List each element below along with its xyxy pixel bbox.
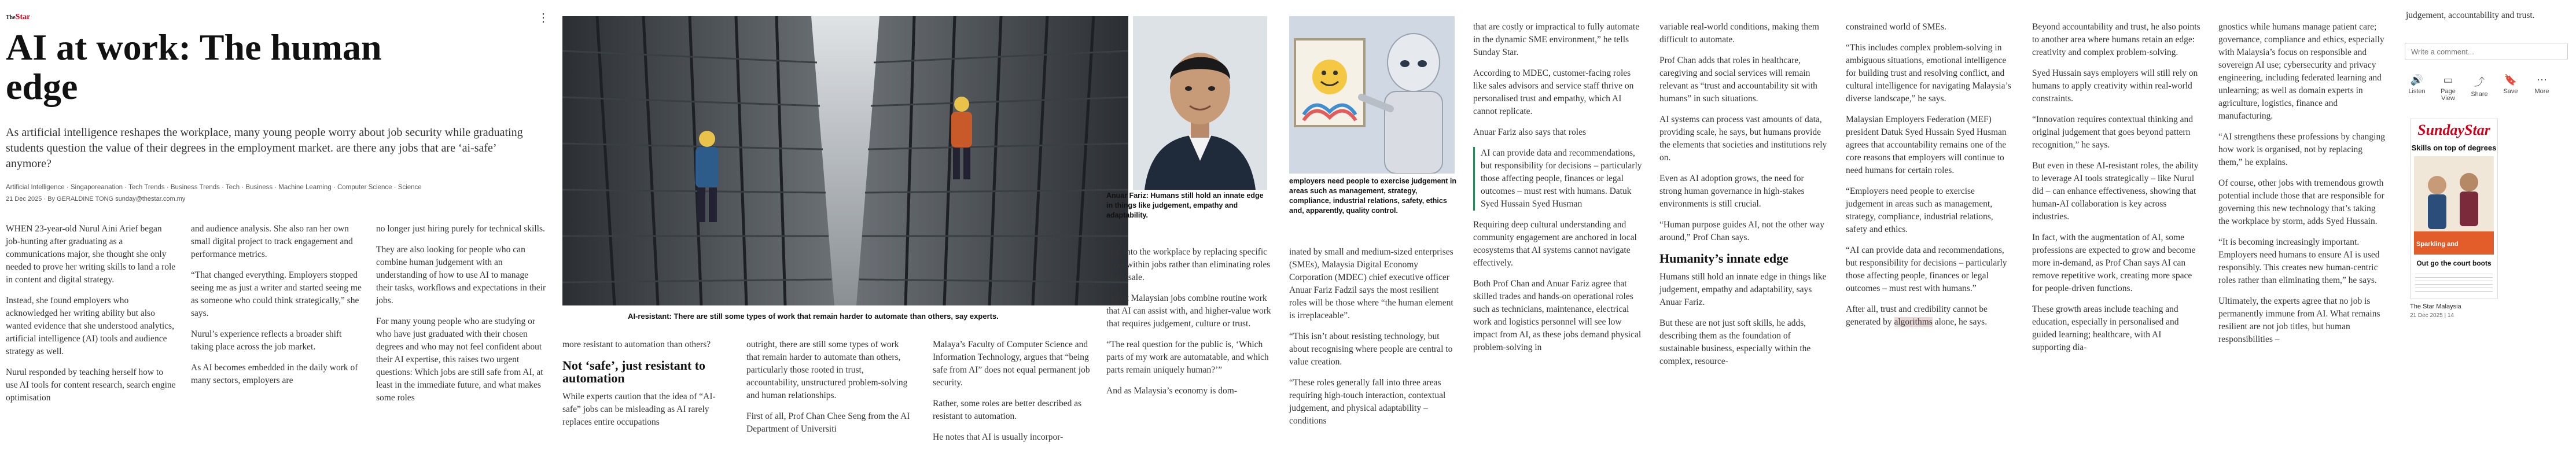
paragraph: variable real-world conditions, making them difficult to automate. <box>1659 22 1819 45</box>
cover-photo <box>2414 156 2494 255</box>
article-column-1 <box>6 223 176 413</box>
article-column-4b <box>746 338 914 444</box>
paragraph: Nurul’s experience reflects a broader shift taking place across the job market. <box>191 329 342 352</box>
paragraph: According to MDEC, customer-facing roles like sales advisors and service staff thrive on personalised trust and empathy, which AI cannot replicate. <box>1473 68 1634 116</box>
logo-star-text: Star <box>15 13 31 21</box>
cover-headline: Skills on top of degrees <box>2411 143 2497 152</box>
article-column-9 <box>2032 21 2201 362</box>
paragraph: Nurul responded by teaching herself how to use AI tools for content research, search engine optimisation <box>6 367 176 403</box>
paragraph: “These roles generally fall into three areas requiring high-touch interaction, contextual judgement, and physical adaptability – conditions <box>1289 378 1446 426</box>
article-tags[interactable]: Artificial Intelligence · Singaporeanation · Tech Trends · Business Trends · Tech · Business · Machine Learning · Computer Science · Science <box>6 184 422 191</box>
subheading: Not ‘safe’, just resistant to automation <box>562 358 706 385</box>
paragraph: But even in these AI-resistant roles, the ability to leverage AI tools strategically – like Nurul did – can enhance effectiveness, showing that human-AI collaboration is key across industries. <box>2032 161 2199 222</box>
paragraph: “This isn’t about resisting technology, but about recognising where people are central to value creation. <box>1289 332 1453 367</box>
paragraph: that are costly or impractical to fully automate in the dynamic SME environment,” he tells Sunday Star. <box>1473 22 1640 57</box>
photo-caption-anuar-fariz: Anuar Fariz: Humans still hold an innate edge in things like judgement, empathy and adaptability. <box>1106 192 1264 219</box>
paragraph: “That changed everything. Employers stopped seeing me as just a writer and started seeing me as someone who could think strategically,” she says. <box>191 270 362 318</box>
more-button[interactable] <box>2529 74 2555 102</box>
pull-quote: AI can provide data and recommendations, but responsibility for decisions – particularly those affecting people, finances or legal outcomes – must rest with humans. Datuk Syed Hussain Syed Husman <box>1473 147 1642 211</box>
photo-caption-employers: employers need people to exercise judgement in areas such as management, strategy, compliance, industrial relations, safety, ethics and, apparently, quality control. <box>1289 177 1456 215</box>
text-run: After all, trust and credibility cannot be generated by <box>1846 304 1988 327</box>
logo-the-text: The <box>6 14 16 21</box>
save-button[interactable] <box>2497 74 2524 102</box>
paragraph: As AI becomes embedded in the daily work of many sectors, employers are <box>191 363 358 385</box>
paragraph: Instead, she found employers who acknowledged her writing ability but also wanted evidence that she understood analytics, artificial intelligence (AI) tools and audience strategy as well. <box>6 296 174 356</box>
paragraph: “AI can provide data and recommendations, but responsibility for decisions – particularly those affecting people, finances or legal outcomes – must rest with humans.” <box>1846 245 2007 293</box>
page-view-label: Page View <box>2441 88 2456 102</box>
text-run: alone, he says. <box>1934 317 1988 327</box>
highlighted-word[interactable]: algorithms <box>1894 317 1933 327</box>
paragraph: “It is becoming increasingly important. Employers need humans to ensure AI is used responsibly. This creates new human-centric roles rather than eliminating them,” he says. <box>2218 237 2380 285</box>
article-column-2 <box>191 223 362 395</box>
paragraph: Syed Hussain says employers will still rely on humans to apply creativity within real-world constraints. <box>2032 68 2198 104</box>
paragraph: But these are not just soft skills, he adds, describing them as the foundation of sustainable business, especially within the complex, resource- <box>1659 318 1811 366</box>
edition-date: 21 Dec 2025 | 14 <box>2410 312 2454 319</box>
article-headline <box>6 28 550 106</box>
paragraph: “Human purpose guides AI, not the other way around,” Prof Chan says. <box>1659 220 1824 242</box>
listen-button[interactable] <box>2404 74 2430 102</box>
photo-robot-painter[interactable] <box>1289 16 1455 174</box>
paragraph: “Employers need people to exercise judgement in areas such as management, strategy, compliance, industrial relations, safety and ethics. <box>1846 186 1993 234</box>
robot-illustration <box>1289 16 1455 174</box>
page-view-button[interactable] <box>2435 74 2461 102</box>
paragraph: For many young people who are studying or who have just graduated with their chosen degrees and who may not feel confident about their AI expertise, this raises two urgent questions: Which jobs are still safe from AI, at least in the immediate future, and what makes some roles <box>376 316 543 403</box>
paragraph: First of all, Prof Chan Chee Seng from the AI Department of Universiti <box>746 411 910 434</box>
paragraph: Both Prof Chan and Anuar Fariz agree that skilled trades and hands-on operational roles such as technicians, maintenance, electrical work and logistics personnel will see low impact from AI, as these jobs demand physical problem-solving in <box>1473 279 1642 352</box>
article-column-3 <box>376 223 547 413</box>
more-icon: ⋯ <box>2537 74 2547 86</box>
portrait-illustration <box>1133 16 1267 190</box>
paragraph: They are also looking for people who can combine human judgement with an understanding of how to use AI to manage their tasks, workflows and expectations in their jobs. <box>376 245 546 305</box>
paragraph: “This includes complex problem-solving in ambiguous situations, emotional intelligence for building trust and resolving conflict, and cultural intelligence for navigating Malaysia’s diverse landscape,” he says. <box>1846 43 2011 104</box>
paragraph: gnostics while humans manage patient care; governance, compliance and ethics, especially with Malaysia’s focus on responsible and sovereign AI use; cybersecurity and privacy engineering, including federated learning and unlearning; as well as domain experts in agriculture, logistics, finance and manufacturing. <box>2218 22 2384 121</box>
headline-line-2: edge <box>6 66 78 107</box>
paragraph: outright, there are still some types of work that remain harder to automate than others, particularly those rooted in trust, accountability, unstructured problem-solving and human relationships. <box>746 340 908 400</box>
paragraph: Beyond accountability and trust, he also points to another area where humans retain an edge: creativity and complex problem-solving. <box>2032 22 2200 57</box>
subheading: Humanity’s innate edge <box>1659 251 1789 266</box>
edition-cover-thumbnail[interactable] <box>2410 119 2498 299</box>
article-column-5b <box>1289 246 1457 436</box>
article-column-4c <box>933 338 1101 452</box>
headline-line-1: AI at work: The human <box>6 27 382 68</box>
cover-banner: Sparkling and <box>2416 241 2459 248</box>
side-panel-text: judgement, accountability and trust. <box>2406 10 2535 20</box>
paragraph: AI systems can process vast amounts of data, providing scale, he says, but humans provide the elements that societies and institutions rely on. <box>1659 115 1827 163</box>
paragraph: These growth areas include teaching and education, especially in personalised and guided learning; healthcare, with AI supporting dia- <box>2032 304 2179 352</box>
page-view-icon: ▭ <box>2443 74 2453 86</box>
article-column-5 <box>1106 246 1274 406</box>
more-options-icon[interactable]: ⋮ <box>538 12 549 24</box>
paragraph: Anuar Fariz also says that roles <box>1473 127 1586 137</box>
speaker-icon: 🔊 <box>2410 74 2424 86</box>
paragraph: Prof Chan adds that roles in healthcare, caregiving and social services will remain relevant as “trust and accountability sit with humans” in such situations. <box>1659 56 1817 104</box>
article-column-10 <box>2218 21 2387 354</box>
paragraph: In fact, with the augmentation of AI, some professions are expected to grow and become more in-demand, as Prof Chan says AI can remove repetitive work, creating more space for people-driven functions. <box>2032 233 2196 293</box>
paragraph: Of course, other jobs with tremendous growth potential include those that are responsible for governing this new technology that’s taking the workplace by storm, adds Syed Hussain. <box>2218 178 2384 226</box>
paragraph: Requiring deep cultural understanding and community engagement are anchored in local ecosystems that AI systems cannot navigate effectively. <box>1473 220 1637 268</box>
paragraph: And as Malaysia’s economy is dom- <box>1106 386 1238 396</box>
cover-subheadline: Out go the court boots <box>2416 259 2492 267</box>
article-standfirst: As artificial intelligence reshapes the workplace, many young people worry about job security while graduating students question the value of their degrees in the employment market. are there any jobs that are ‘ai-safe’ anymore? <box>6 126 523 170</box>
paragraph: “Most Malaysian jobs combine routine work that AI can assist with, and higher-value work that requires judgement, culture or trust. <box>1106 293 1271 329</box>
bookmark-icon: 🔖 <box>2504 74 2518 86</box>
article-column-6 <box>1473 21 1642 362</box>
photo-construction-workers[interactable] <box>562 16 1128 305</box>
the-star-logo[interactable] <box>6 13 30 22</box>
article-column-4a <box>562 338 730 437</box>
listen-label: Listen <box>2408 88 2426 95</box>
photo-anuar-fariz[interactable] <box>1133 16 1267 190</box>
paragraph: Malaysian Employers Federation (MEF) president Datuk Syed Hussain Syed Husman agrees that accountability remains one of the core reasons that employers will continue to need humans for certain roles. <box>1846 115 2007 175</box>
construction-photo-illustration <box>562 16 1128 305</box>
paragraph: ated into the workplace by replacing specific tasks within jobs rather than eliminating roles wholesale. <box>1106 247 1271 282</box>
paragraph: constrained world of SMEs. <box>1846 22 1946 32</box>
save-label: Save <box>2503 88 2518 95</box>
paragraph: Even as AI adoption grows, the need for strong human governance in high-stakes environments is still crucial. <box>1659 174 1805 209</box>
paragraph: While experts caution that the idea of “AI-safe” jobs can be misleading as AI rarely replaces entire occupations <box>562 392 716 427</box>
share-label: Share <box>2471 91 2488 98</box>
comment-input[interactable] <box>2405 43 2568 60</box>
edition-title: The Star Malaysia <box>2410 303 2461 310</box>
article-column-7 <box>1659 21 1828 376</box>
paragraph: Rather, some roles are better described as resistant to automation. <box>933 399 1082 421</box>
paragraph: “The real question for the public is, ‘Which parts of my work are automatable, and which parts remain uniquely human?’” <box>1106 340 1269 375</box>
paragraph: Humans still hold an innate edge in things like judgement, empathy and adaptability, says Anuar Fariz. <box>1659 272 1827 307</box>
article-column-8 <box>1846 21 2015 337</box>
paragraph: He notes that AI is usually incorpor- <box>933 432 1063 442</box>
paragraph: “AI strengthens these professions by changing how work is organised, not by replacing them,” he explains. <box>2218 132 2385 167</box>
paragraph: Ultimately, the experts agree that no job is permanently immune from AI. What remains resilient are not job titles, but human responsibilities – <box>2218 296 2380 344</box>
article-toolbar <box>2404 74 2555 102</box>
article-byline: 21 Dec 2025 · By GERALDINE TONG sunday@thestar.com.my <box>6 196 186 202</box>
share-button[interactable] <box>2466 74 2493 102</box>
cover-masthead: SundayStar <box>2417 121 2490 138</box>
cover-text-lines <box>2415 271 2493 294</box>
paragraph: inated by small and medium-sized enterprises (SMEs), Malaysia Digital Economy Corporation (MDEC) chief executive officer Anuar Fariz Fadzil says the most resilient roles will be those where “the human element is irreplaceable”. <box>1289 247 1453 321</box>
paragraph: “Innovation requires contextual thinking and original judgement that goes beyond pattern recognition,” he says. <box>2032 115 2194 150</box>
paragraph: more resistant to automation than others? <box>562 340 711 349</box>
paragraph: and audience analysis. She also ran her own small digital project to track engagement and performance metrics. <box>191 224 353 259</box>
paragraph: WHEN 23-year-old Nurul Aini Arief began job-hunting after graduating as a communications major, she thought she only needed to prove her writing skills to land a role in content and digital strategy. <box>6 224 176 285</box>
share-icon: ⤴ <box>2474 76 2485 88</box>
paragraph <box>1846 303 2015 329</box>
more-label: More <box>2534 88 2549 95</box>
paragraph: no longer just hiring purely for technical skills. <box>376 224 545 234</box>
side-panel <box>2401 0 2576 475</box>
paragraph: Malaya’s Faculty of Computer Science and Information Technology, argues that “being safe from AI” does not equal permanent job security. <box>933 340 1090 388</box>
photo-caption-ai-resistant: AI-resistant: There are still some types of work that remain harder to automate than others, say experts. <box>628 312 999 321</box>
